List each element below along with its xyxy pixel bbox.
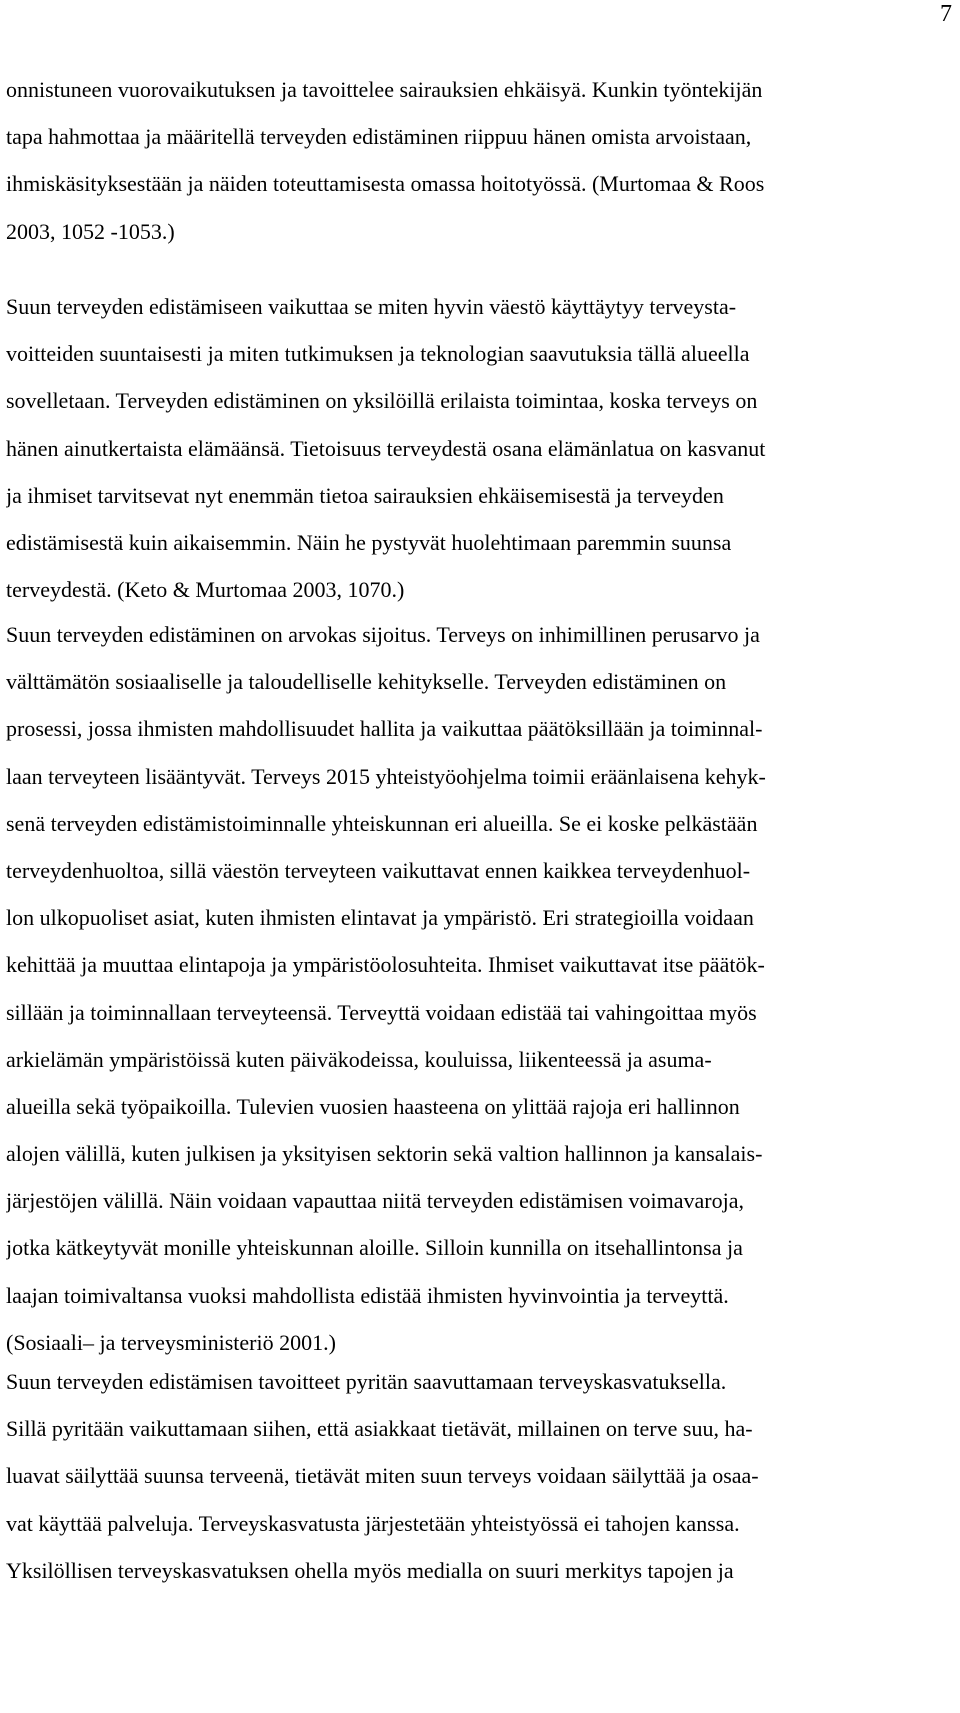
text-line: 2003, 1052 -1053.) [6,218,175,244]
text-line: Sillä pyritään vaikuttamaan siihen, että asiakkaat tietävät, millainen on terve suu, ha- [6,1416,753,1442]
text-line: alueilla sekä työpaikoilla. Tulevien vuosien haasteena on ylittää rajoja eri hallinnon [6,1093,740,1119]
text-line: (Sosiaali– ja terveysministeriö 2001.) [6,1329,336,1355]
text-line: välttämätön sosiaaliselle ja taloudelliselle kehitykselle. Terveyden edistäminen on [6,669,727,695]
text-line: sovelletaan. Terveyden edistäminen on yksilöillä erilaista toimintaa, koska terveys on [6,388,758,414]
text-line: hänen ainutkertaista elämäänsä. Tietoisuus terveydestä osana elämänlatua on kasvanut [6,435,766,461]
text-line: alojen välillä, kuten julkisen ja yksityisen sektorin sekä valtion hallinnon ja kansalais- [6,1141,763,1167]
text-line: senä terveyden edistämistoiminnalle yhteiskunnan eri alueilla. Se ei koske pelkästään [6,810,758,836]
text-line: Suun terveyden edistäminen on arvokas sijoitus. Terveys on inhimillinen perusarvo ja [6,622,760,647]
text-line: järjestöjen välillä. Näin voidaan vapauttaa niitä terveyden edistämisen voimavaroja, [6,1188,744,1214]
text-line: tapa hahmottaa ja määritellä terveyden edistäminen riippuu hänen omista arvoistaan, [6,124,752,150]
paragraph-2 [6,283,956,613]
text-line: sillään ja toiminnallaan terveyteensä. Terveyttä voidaan edistää tai vahingoittaa myös [6,999,757,1025]
text-line: onnistuneen vuorovaikutuksen ja tavoittelee sairauksien ehkäisyä. Kunkin työntekijän [6,77,763,102]
text-line: Yksilöllisen terveyskasvatuksen ohella myös medialla on suuri merkitys tapojen ja [6,1557,734,1583]
text-line: laan terveyteen lisääntyvät. Terveys 2015 yhteistyöohjelma toimii eräänlaisena kehyk- [6,763,766,789]
text-line: prosessi, jossa ihmisten mahdollisuudet hallita ja vaikuttaa päätöksillään ja toiminnal- [6,716,763,742]
text-line: terveydestä. (Keto & Murtomaa 2003, 1070.) [6,577,405,603]
text-line: Suun terveyden edistämisen tavoitteet pyritän saavuttamaan terveyskasvatuksella. [6,1369,727,1394]
text-line: kehittää ja muuttaa elintapoja ja ympäristöolosuhteita. Ihmiset vaikuttavat itse päätök- [6,952,765,978]
page-number: 7 [940,1,952,27]
text-line: Suun terveyden edistämiseen vaikuttaa se miten hyvin väestö käyttäytyy terveysta- [6,294,737,319]
text-line: jotka kätkeytyvät monille yhteiskunnan aloille. Silloin kunnilla on itsehallintonsa ja [6,1235,743,1261]
text-line: laajan toimivaltansa vuoksi mahdollista edistää ihmisten hyvinvointia ja terveyttä. [6,1282,729,1308]
paragraph-1 [6,66,956,255]
text-line: edistämisestä kuin aikaisemmin. Näin he pystyvät huolehtimaan paremmin suunsa [6,529,732,555]
text-line: ihmiskäsityksestään ja näiden toteuttamisesta omassa hoitotyössä. (Murtomaa & Roos [6,171,765,197]
text-line: terveydenhuoltoa, sillä väestön terveyteen vaikuttavat ennen kaikkea terveydenhuol- [6,857,751,883]
text-line: voitteiden suuntaisesti ja miten tutkimuksen ja teknologian saavutuksia tällä alueella [6,341,750,367]
text-line: arkielämän ympäristöissä kuten päiväkodeissa, kouluissa, liikenteessä ja asuma- [6,1046,712,1072]
text-line: vat käyttää palveluja. Terveyskasvatusta järjestetään yhteistyössä ei tahojen kanssa. [6,1510,740,1536]
text-line: lon ulkopuoliset asiat, kuten ihmisten elintavat ja ympäristö. Eri strategioilla voidaan [6,905,754,931]
paragraph-4 [6,1358,956,1594]
text-line: ja ihmiset tarvitsevat nyt enemmän tietoa sairauksien ehkäisemisestä ja terveyden [6,482,724,508]
text-line: luavat säilyttää suunsa terveenä, tietävät miten suun terveys voidaan säilyttää ja osaa- [6,1463,759,1489]
paragraph-3 [6,611,956,1366]
